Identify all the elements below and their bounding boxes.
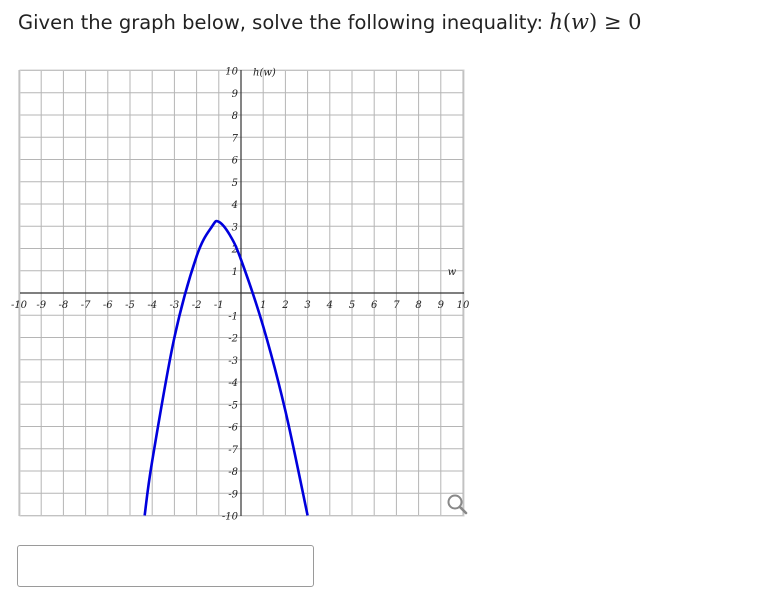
y-tick-label: 5 [231, 177, 238, 189]
x-tick-label: 5 [348, 300, 356, 311]
function-name: h [549, 10, 563, 34]
question-prefix: Given the graph below, solve the following inequality: [18, 11, 550, 34]
close-paren: ) [589, 10, 598, 34]
y-tick-label: -1 [228, 311, 238, 323]
x-tick-label: -1 [213, 300, 224, 311]
x-tick-label: 3 [304, 300, 311, 311]
open-paren: ( [562, 10, 572, 34]
x-tick-label: 4 [326, 300, 333, 311]
inequality-relation: ≥ 0 [597, 10, 642, 34]
variable-name: w [571, 10, 590, 34]
x-tick-label: -7 [80, 300, 91, 311]
x-tick-label: -10 [10, 300, 28, 311]
x-tick-label: -2 [191, 300, 202, 311]
y-tick-label: 1 [231, 266, 238, 278]
x-tick-label: 2 [282, 300, 289, 311]
x-tick-label: 6 [371, 300, 378, 311]
x-tick-label: 9 [437, 300, 444, 311]
y-tick-label: 4 [231, 200, 238, 211]
answer-input[interactable] [17, 545, 314, 587]
y-tick-label: -7 [228, 444, 238, 456]
axis-labels [253, 68, 457, 278]
y-tick-label: 3 [231, 222, 238, 234]
x-tick-label: -8 [58, 300, 69, 311]
graph [0, 60, 777, 525]
x-tick-label: -6 [102, 300, 113, 311]
y-tick-label: 8 [231, 111, 238, 122]
y-tick-label: -2 [228, 333, 238, 345]
question-text [18, 10, 642, 34]
y-tick-label: 2 [231, 244, 238, 256]
y-tick-label: 6 [231, 155, 238, 167]
y-tick-label: 9 [231, 88, 238, 100]
y-tick-label: -3 [228, 355, 238, 367]
y-tick-label: -5 [228, 400, 238, 412]
y-axis-label: h(w) [253, 67, 276, 79]
x-axis-label: w [447, 266, 457, 278]
y-tick-label: 7 [231, 133, 238, 145]
y-tick-label: -10 [221, 511, 238, 523]
y-tick-label: -9 [228, 489, 238, 501]
y-tick-label: -6 [228, 422, 238, 434]
x-tick-label: 1 [260, 300, 267, 311]
answer-field[interactable] [18, 546, 313, 586]
magnifier-icon[interactable] [444, 490, 470, 516]
x-tick-label: 10 [456, 300, 470, 311]
x-tick-label: -3 [169, 300, 180, 311]
x-tick-label: -5 [125, 300, 135, 311]
x-tick-label: -9 [36, 300, 47, 311]
x-tick-label: 8 [415, 300, 422, 311]
y-tick-label: -4 [228, 378, 238, 389]
x-tick-label: -4 [147, 300, 158, 311]
y-tick-label: -8 [228, 467, 238, 478]
y-tick-label: 10 [225, 66, 238, 78]
x-tick-label: 7 [393, 300, 400, 311]
